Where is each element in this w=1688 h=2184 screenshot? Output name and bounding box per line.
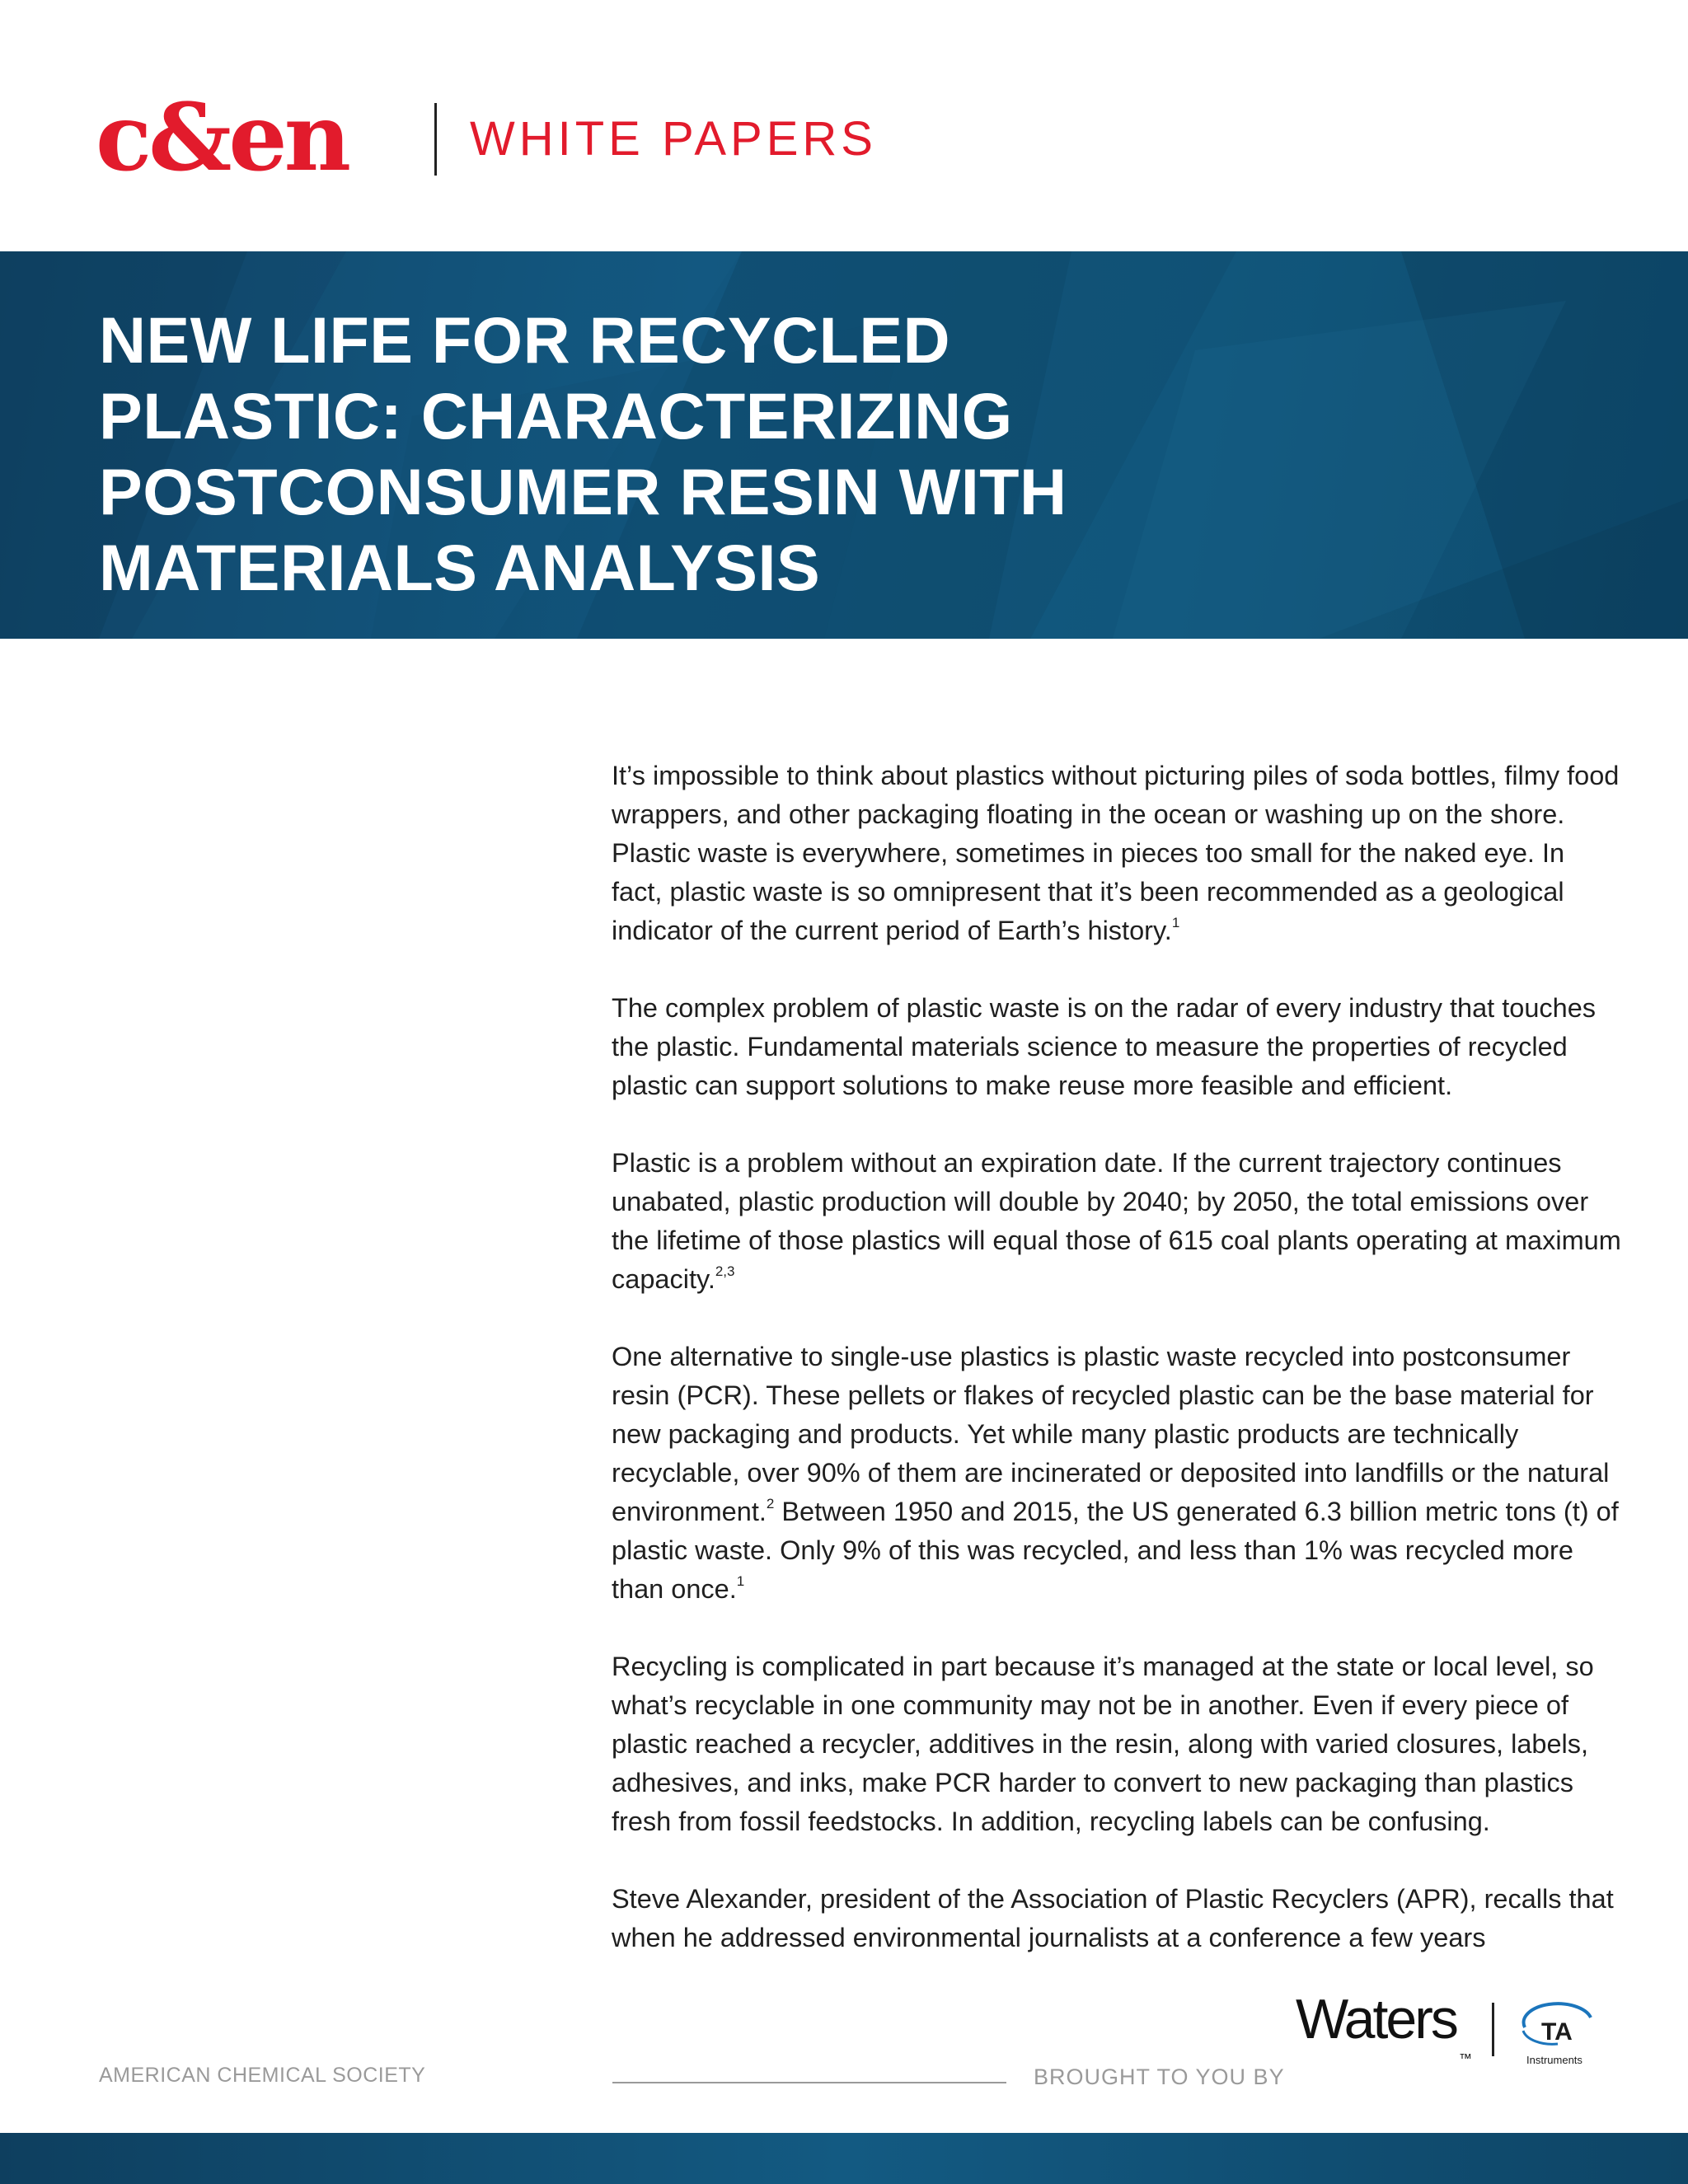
paragraph-5: Recycling is complicated in part because it’s managed at the state or local level, so what’s recyclable in one community may not be in another. Even if every piece of plastic reached a recycler, additives in the resin, along with varied closures, labels, adhesives, and inks, make PCR harder to convert to new packaging than plastics fresh from fossil feedstocks. In addition, recycling labels can be confusing. — [612, 1652, 1594, 1836]
sponsor-divider — [1492, 2003, 1494, 2056]
footnote-ref[interactable]: 2 — [766, 1496, 775, 1511]
page-title: NEW LIFE FOR RECYCLED PLASTIC: CHARACTERIZING POSTCONSUMER RESIN WITH MATERIALS ANALYSIS — [99, 303, 1067, 604]
paragraph-2: The complex problem of plastic waste is on the radar of every industry that touches the plastic. Fundamental materials science to measure the properties of recycled plastic can support solutions to make reuse more feasible and efficient. — [612, 993, 1597, 1100]
trademark-mark: ™ — [1459, 2052, 1472, 2066]
paragraph-6: Steve Alexander, president of the Association of Plastic Recyclers (APR), recalls that when he addressed environmental journalists at a conference a few years — [612, 1884, 1614, 1952]
bottom-bar — [0, 2133, 1688, 2184]
paragraph-1: It’s impossible to think about plastics without picturing piles of soda bottles, filmy food wrappers, and other packaging floating in the ocean or washing up on the shore. Plastic waste is everywhere, sometimes in pieces too small for the naked eye. In fact, plastic waste is so omnipresent that it’s been recommended as a geological indicator of the current period of Earth’s history.$^1$ — [612, 761, 1620, 945]
masthead — [0, 0, 1688, 251]
footer-sponsor-label: BROUGHT TO YOU BY — [1034, 2064, 1285, 2089]
article-body — [612, 757, 1621, 1957]
paragraph-4: One alternative to single-use plastics is plastic waste recycled into postconsumer resin (PCR). These pellets or flakes of recycled plastic can be the base material for new packaging and products. Yet while many plastic products are technically recyclable, over 90% of them are incinerated or deposited into landfills or the natural environment.$^2$ Between 1950 and 2015, the US generated 6.3 billion metric tons (t) of plastic waste. Only 9% of this was recycled, and less than 1% was recycled more than once.$^1$ — [612, 1342, 1619, 1604]
ta-logo-text: TA — [1541, 2018, 1573, 2046]
footer-organization: AMERICAN CHEMICAL SOCIETY — [99, 2064, 426, 2087]
waters-logo[interactable]: Waters — [1296, 1988, 1456, 2050]
cen-logo[interactable]: c&en — [96, 84, 348, 192]
ta-instruments-logo[interactable] — [1508, 1994, 1599, 2073]
ta-logo-subtext: Instruments — [1526, 2054, 1582, 2066]
footnote-ref[interactable]: 1 — [736, 1573, 745, 1589]
footnote-ref[interactable]: 2,3 — [715, 1263, 735, 1279]
footnote-ref[interactable]: 1 — [1171, 915, 1180, 930]
section-label: WHITE PAPERS — [470, 112, 877, 166]
title-banner — [0, 251, 1688, 639]
footer-rule — [612, 2082, 1006, 2083]
logo-divider — [434, 103, 437, 176]
paragraph-3: Plastic is a problem without an expiration date. If the current trajectory continues unabated, plastic production will double by 2040; by 2050, the total emissions over the lifetime of those plastics will equal those of 615 coal plants operating at maximum capacity.$^{2,3}$ — [612, 1148, 1621, 1294]
